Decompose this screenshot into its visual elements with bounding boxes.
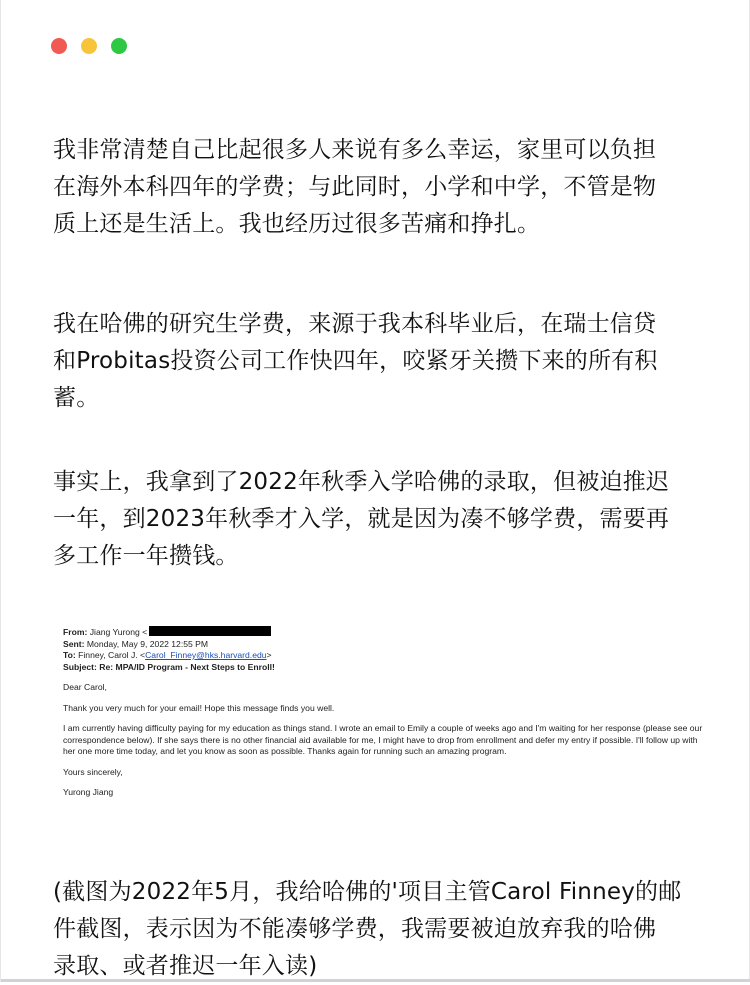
email-closing: Yours sincerely,	[63, 766, 123, 777]
zoom-window-button[interactable]	[111, 38, 127, 54]
paragraph-2: 我在哈佛的研究生学费，来源于我本科毕业后，在瑞士信贷 和Probitas投资公司工作快四年，咬紧牙关攒下来的所有积 蓄。	[53, 311, 658, 411]
email-to-label: To:	[63, 650, 76, 660]
close-window-button[interactable]	[51, 38, 67, 54]
email-greeting: Dear Carol,	[63, 682, 107, 692]
email-subject-value: Re: MPA/ID Program - Next Steps to Enroll!	[99, 661, 275, 672]
email-line-2: I am currently having difficulty paying for my education as things stand. I wrote an email to Emily a couple of weeks ago and I'm waiting for her response (please see our correspondence below). If she says there is no other financial aid available for me, I might have to drop from enrollment and defer my entry if possible. I'll follow up with her one more time today, and let you know as soon as possible. Thanks again for running such an amazing program.	[63, 723, 703, 756]
email-from-value: Jiang Yurong <	[89, 627, 148, 637]
email-signature: Yurong Jiang	[63, 787, 114, 797]
email-to-name: Finney, Carol J. <	[78, 650, 146, 660]
email-sent-label: Sent:	[63, 638, 85, 649]
email-sent-row	[63, 639, 703, 651]
paragraph-3: 事实上，我拿到了2022年秋季入学哈佛的录取，但被迫推迟 一年，到2023年秋季才入学，就是因为凑不够学费，需要再 多工作一年攒钱。	[53, 469, 670, 569]
caption-paragraph: (截图为2022年5月，我给哈佛的'项目主管Carol Finney的邮 件截图，表示因为不能凑够学费，我需要被迫放弃我的哈佛 录取、或者推迟一年入读)	[53, 879, 682, 979]
email-subject-row	[63, 662, 703, 674]
email-to-address-link[interactable]: Carol_Finney@hks.harvard.edu	[145, 650, 267, 660]
email-screenshot	[63, 626, 703, 799]
paragraph-1: 我非常清楚自己比起很多人来说有多么幸运，家里可以负担 在海外本科四年的学费；与此同时，小学和中学，不管是物 质上还是生活上。我也经历过很多苦痛和挣扎。	[53, 137, 657, 237]
email-to-close: >	[266, 650, 272, 660]
email-sent-value: Monday, May 9, 2022 12:55 PM	[86, 638, 209, 649]
email-subject-label: Subject:	[63, 661, 97, 672]
email-from-label: From:	[63, 627, 88, 637]
redaction-bar	[149, 626, 271, 636]
email-to-row	[63, 650, 703, 662]
email-from-row	[63, 626, 703, 639]
window-controls	[51, 38, 127, 54]
email-line-1: Thank you very much for your email! Hope this message finds you well.	[63, 702, 335, 713]
minimize-window-button[interactable]	[81, 38, 97, 54]
